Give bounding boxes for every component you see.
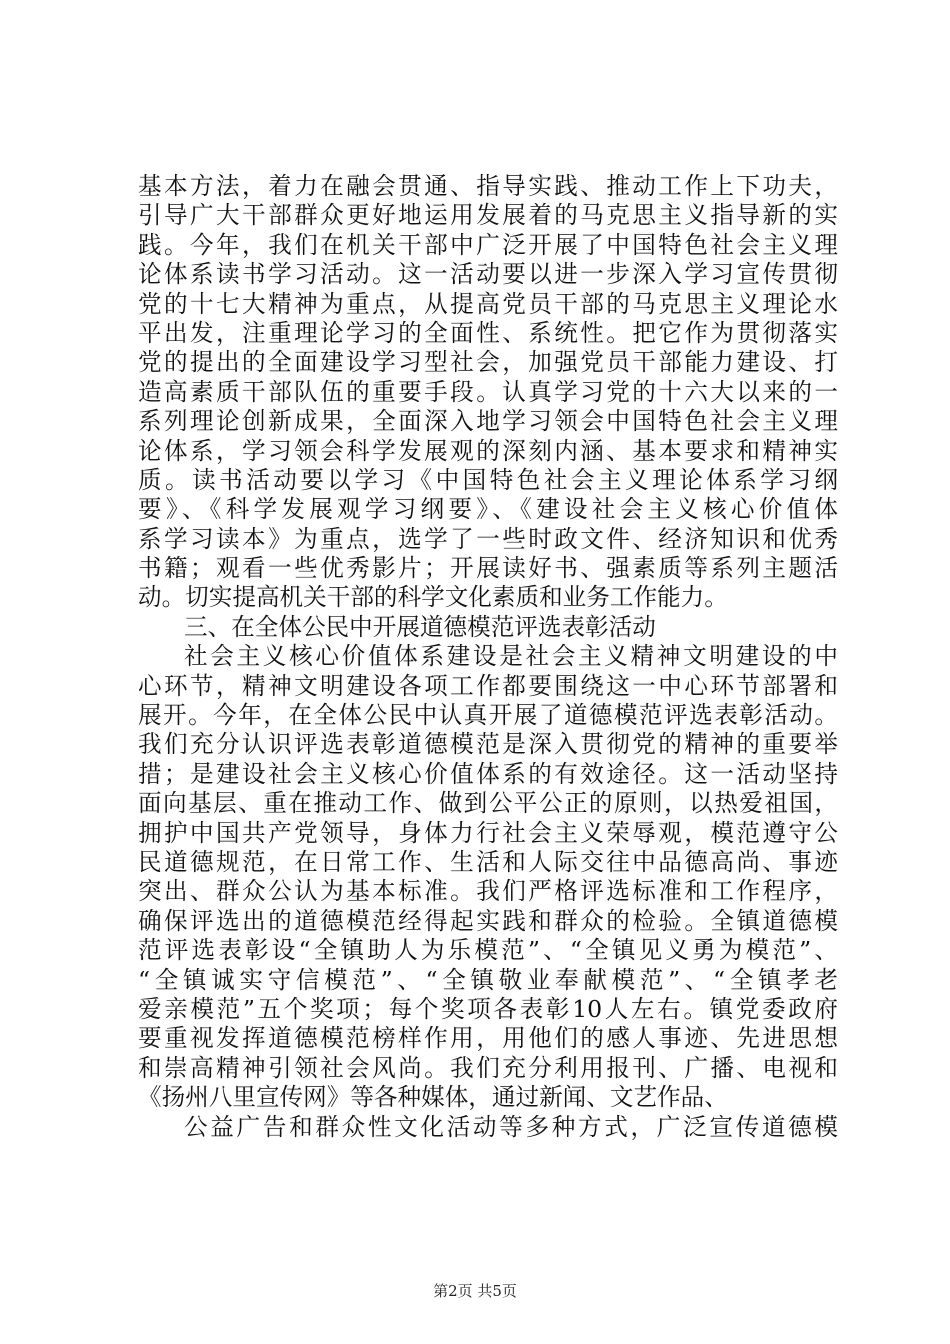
text-line: 论体系，学习领会科学发展观的深刻内涵、基本要求和精神实 — [138, 436, 838, 465]
text-line: 拥护中国共产党领导，身体力行社会主义荣辱观，模范遵守公 — [138, 818, 838, 847]
text-line: 平出发，注重理论学习的全面性、系统性。把它作为贯彻落实 — [138, 318, 838, 347]
text-line: 三、在全体公民中开展道德模范评选表彰活动 — [184, 612, 656, 641]
text-line: 引导广大干部群众更好地运用发展着的马克思主义指导新的实 — [138, 201, 838, 230]
text-line: 党的十七大精神为重点，从提高党员干部的马克思主义理论水 — [138, 289, 838, 318]
text-line: 系学习读本》为重点，选学了一些时政文件、经济知识和优秀 — [138, 524, 838, 553]
text-line: 党的提出的全面建设学习型社会，加强党员干部能力建设、打 — [138, 348, 838, 377]
text-line: 践。今年，我们在机关干部中广泛开展了中国特色社会主义理 — [138, 230, 838, 259]
text-line: 公益广告和群众性文化活动等多种方式，广泛宣传道德模 — [184, 1112, 838, 1141]
text-line: 《扬州八里宣传网》等各种媒体，通过新闻、文艺作品、 — [138, 1083, 728, 1112]
text-line: 要》、《科学发展观学习纲要》、《建设社会主义核心价值体 — [138, 495, 838, 524]
text-line: 措；是建设社会主义核心价值体系的有效途径。这一活动坚持 — [138, 759, 838, 788]
text-line: 造高素质干部队伍的重要手段。认真学习党的十六大以来的一 — [138, 377, 838, 406]
text-line: 质。读书活动要以学习《中国特色社会主义理论体系学习纲 — [138, 465, 838, 494]
text-line: 我们充分认识评选表彰道德模范是深入贯彻党的精神的重要举 — [138, 730, 838, 759]
text-line: 面向基层、重在推动工作、做到公平公正的原则，以热爱祖国， — [138, 789, 838, 818]
text-line: 社会主义核心价值体系建设是社会主义精神文明建设的中 — [184, 642, 838, 671]
text-line: 要重视发挥道德模范榜样作用，用他们的感人事迹、先进思想 — [138, 1024, 838, 1053]
body-text — [138, 172, 838, 1142]
text-line: 动。切实提高机关干部的科学文化素质和业务工作能力。 — [138, 583, 728, 612]
page-number: 第2页 共5页 — [433, 1282, 517, 1300]
text-line: 展开。今年，在全体公民中认真开展了道德模范评选表彰活动。 — [138, 701, 838, 730]
text-line: 突出、群众公认为基本标准。我们严格评选标准和工作程序， — [138, 877, 838, 906]
text-line: “全镇诚实守信模范”、“全镇敬业奉献模范”、“全镇孝老 — [138, 965, 838, 994]
text-line: 确保评选出的道德模范经得起实践和群众的检验。全镇道德模 — [138, 906, 838, 935]
text-line: 书籍；观看一些优秀影片；开展读好书、强素质等系列主题活 — [138, 554, 838, 583]
text-line: 心环节，精神文明建设各项工作都要围绕这一中心环节部署和 — [138, 671, 838, 700]
text-line: 和崇高精神引领社会风尚。我们充分利用报刊、广播、电视和 — [138, 1053, 838, 1082]
text-line: 范评选表彰设“全镇助人为乐模范”、“全镇见义勇为模范”、 — [138, 936, 838, 965]
text-line: 论体系读书学习活动。这一活动要以进一步深入学习宣传贯彻 — [138, 260, 838, 289]
text-line: 系列理论创新成果，全面深入地学习领会中国特色社会主义理 — [138, 407, 838, 436]
text-line: 民道德规范，在日常工作、生活和人际交往中品德高尚、事迹 — [138, 847, 838, 876]
text-line: 爱亲模范”五个奖项；每个奖项各表彰10人左右。镇党委政府 — [138, 994, 838, 1023]
text-line: 基本方法，着力在融会贯通、指导实践、推动工作上下功夫， — [138, 172, 838, 200]
